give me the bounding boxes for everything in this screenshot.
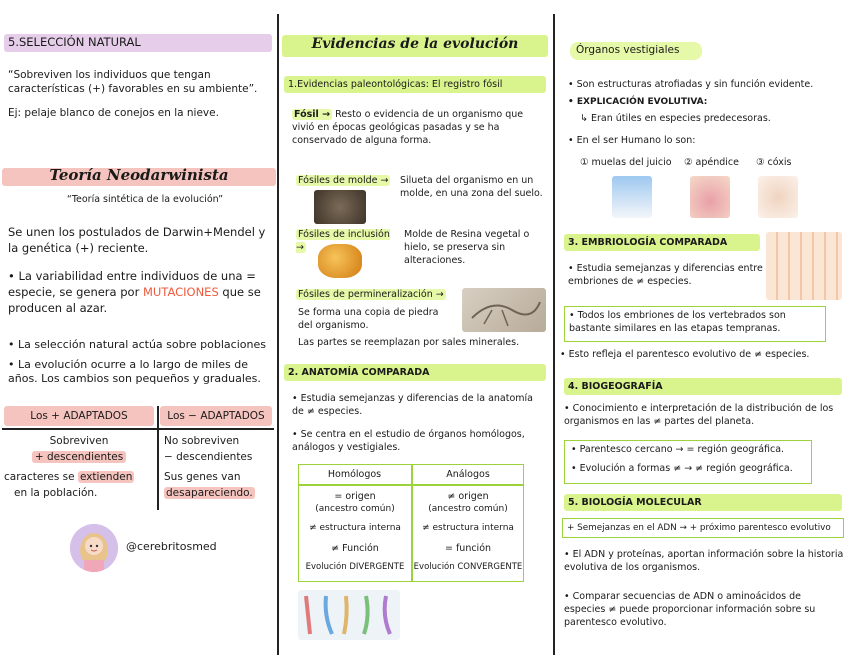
s4-box bbox=[564, 440, 812, 484]
s5-bullet-1-text: El ADN y proteínas, aportan información sobre la historia evolutiva de los organismos. bbox=[564, 549, 844, 573]
vestigial-bullet-human: • En el ser Humano lo son: bbox=[568, 135, 696, 146]
neo-bullet-variability: • La variabilidad entre individuos de una = especie, se genera por MUTACIONES que se producen al azar. bbox=[8, 269, 261, 315]
vestigial-explanation-label: • EXPLICACIÓN EVOLUTIVA: bbox=[568, 97, 708, 107]
table-vertical-line bbox=[157, 406, 159, 510]
neo-bullet-gradual: • La evolución ocurre a lo largo de miles de años. Los cambios son pequeños y graduales. bbox=[8, 358, 261, 385]
s3-bullet-2: • Esto refleja el parentesco evolutivo de ≠ especies. bbox=[560, 349, 810, 360]
bird-fossil-icon bbox=[462, 288, 546, 332]
table-header-less-adapted: Los − ADAPTADOS bbox=[167, 410, 265, 422]
s2-bullet-1-text: Estudia semejanzas y diferencias de la anatomía de ≠ especies. bbox=[292, 393, 533, 417]
s2-bullet-2-text: Se centra en el estudio de órganos homólogos, análogos y vestigiales. bbox=[292, 429, 525, 453]
table-cell-less-descendants: − descendientes bbox=[164, 451, 253, 463]
permineralization-text-2: Las partes se reemplazan por sales minerales. bbox=[298, 337, 520, 348]
embryos-image bbox=[766, 232, 842, 300]
s4-bullet-1: • Conocimiento e interpretación de la distribución de los organismos en las ≠ partes del planeta. bbox=[564, 403, 834, 427]
neo-bullet-populations-text: La selección natural actúa sobre poblaciones bbox=[18, 338, 266, 351]
s3-box-text: Todos los embriones de los vertebrados son bastante similares en las etapas tempranas. bbox=[569, 310, 786, 334]
organs-table-header-line bbox=[298, 484, 524, 486]
homologous-origin: = origen bbox=[334, 491, 376, 502]
vestigial-title: Órganos vestigiales bbox=[576, 44, 680, 56]
column-divider-right bbox=[553, 14, 555, 655]
neo-paragraph: Se unen los postulados de Darwin+Mendel y la genética (+) reciente. bbox=[8, 225, 266, 255]
appendix-image bbox=[690, 176, 730, 218]
neo-bullet-variability-end: que se producen al azar. bbox=[8, 285, 261, 315]
fossil-label: Fósil → bbox=[294, 109, 331, 120]
traits-text: caracteres se bbox=[4, 471, 75, 483]
fossil-definition bbox=[292, 108, 546, 147]
s4-title: 4. BIOGEOGRAFÍA bbox=[564, 378, 842, 395]
s3-box: • Todos los embriones de los vertebrados son bastante similares en las etapas tempranas. bbox=[564, 306, 826, 342]
fossil-text: Resto o evidencia de un organismo que vivió en épocas geológicas pasadas y se ha conservado de alguna forma. bbox=[292, 109, 524, 146]
section5-title: 5.SELECCIÓN NATURAL bbox=[4, 34, 272, 52]
vestigial-bullet-1-text: Son estructuras atrofiadas y sin función evidente. bbox=[576, 79, 814, 90]
table-cell-population: en la población. bbox=[14, 487, 98, 499]
s2-bullet-1: • Estudia semejanzas y diferencias de la anatomía de ≠ especies. bbox=[292, 393, 533, 417]
inclusion-label-text: Fósiles de inclusión → bbox=[296, 229, 390, 253]
author-handle: @cerebritosmed bbox=[126, 540, 217, 553]
evidence-title: Evidencias de la evolución bbox=[311, 36, 519, 52]
table-cell-traits bbox=[4, 470, 156, 484]
s1-title: 1.Evidencias paleontológicas: El registro fósil bbox=[284, 76, 546, 93]
table-cell-survive: Sobreviven bbox=[49, 435, 109, 447]
header-analogous: Análogos bbox=[446, 469, 490, 480]
permineralization-text-1: Se forma una copia de piedra del organismo. bbox=[298, 307, 439, 331]
neo-subtitle: “Teoría sintética de la evolución” bbox=[66, 194, 224, 205]
analogous-structure: ≠ estructura interna bbox=[422, 523, 514, 533]
mold-text: Silueta del organismo en un molde, en una zona del suelo. bbox=[400, 175, 543, 199]
s5-bullet-1: • El ADN y proteínas, aportan información sobre la historia evolutiva de los organismos. bbox=[564, 549, 844, 573]
natural-selection-quote: “Sobreviven los individuos que tengan características (+) favorables en su ambiente”. bbox=[8, 69, 258, 95]
vestigial-explanation-text: ↳ Eran útiles en especies predecesoras. bbox=[580, 113, 771, 124]
avatar bbox=[70, 524, 118, 572]
mold-label-text: Fósiles de molde → bbox=[298, 175, 389, 186]
homologous-function: ≠ Función bbox=[331, 543, 379, 554]
analogous-function: = función bbox=[444, 543, 492, 554]
s4-bullet-1-text: Conocimiento e interpretación de la distribución de los organismos en las ≠ partes del planeta. bbox=[564, 403, 834, 427]
s2-bullet-2: • Se centra en el estudio de órganos homólogos, análogos y vestigiales. bbox=[292, 429, 525, 453]
mutations-word: MUTACIONES bbox=[142, 285, 219, 299]
s5-bullet-2: • Comparar secuencias de ADN o aminoácidos de especies ≠ puede proporcionar información sobre su parentesco evolutivo. bbox=[564, 591, 816, 628]
coccyx-image bbox=[758, 176, 798, 218]
permineralization-label bbox=[296, 288, 456, 301]
s3-bullet-1-text: Estudia semejanzas y diferencias entre embriones de ≠ especies. bbox=[568, 263, 763, 287]
teeth-image bbox=[612, 176, 652, 218]
more-descendants-text: + descendientes bbox=[32, 451, 126, 463]
limbs-comparison-image bbox=[298, 590, 400, 640]
vestigial-coccyx: ③ cóxis bbox=[756, 157, 792, 168]
s2-title: 2. ANATOMÍA COMPARADA bbox=[284, 364, 546, 381]
extend-word: extienden bbox=[79, 471, 133, 483]
table-cell-genes: Sus genes van bbox=[164, 471, 241, 483]
natural-selection-example: Ej: pelaje blanco de conejos en la nieve. bbox=[8, 107, 219, 119]
s5-box: + Semejanzas en el ADN → + próximo parentesco evolutivo bbox=[562, 518, 844, 538]
explanation-label-text: EXPLICACIÓN EVOLUTIVA: bbox=[576, 97, 708, 107]
s4-box-line-1: • Parentesco cercano → = región geográfica. bbox=[571, 444, 785, 455]
amber-fossil-image bbox=[318, 244, 362, 278]
permineralization-label-text: Fósiles de permineralización → bbox=[298, 289, 444, 300]
table-header-adapted: Los + ADAPTADOS bbox=[30, 410, 128, 422]
mold-fossil-image bbox=[314, 190, 366, 224]
disappearing-text: desapareciendo. bbox=[166, 487, 253, 499]
s5-title: 5. BIOLOGÍA MOLECULAR bbox=[564, 494, 842, 511]
s4-box-line-1-text: Parentesco cercano → = región geográfica. bbox=[579, 444, 785, 455]
homologous-evolution: Evolución DIVERGENTE bbox=[305, 562, 405, 572]
neo-bullet-variability-text: La variabilidad entre individuos de una = especie, se genera por bbox=[8, 269, 256, 299]
table-cell-not-survive: No sobreviven bbox=[164, 435, 240, 447]
neo-title: Teoría Neodarwinista bbox=[49, 166, 229, 184]
s4-box-line-2-text: Evolución a formas ≠ → ≠ región geográfica. bbox=[579, 463, 793, 474]
s3-bullet-1: • Estudia semejanzas y diferencias entre embriones de ≠ especies. bbox=[568, 263, 763, 287]
vestigial-bullet-1: • Son estructuras atrofiadas y sin función evidente. bbox=[568, 79, 814, 90]
vestigial-human-text: En el ser Humano lo son: bbox=[576, 135, 696, 146]
neo-bullet-populations: • La selección natural actúa sobre poblaciones bbox=[8, 338, 266, 351]
limb-bones-icon bbox=[298, 590, 400, 640]
analogous-origin: ≠ origen bbox=[447, 491, 489, 502]
table-cell-disappearing bbox=[164, 486, 274, 500]
s4-box-line-2: • Evolución a formas ≠ → ≠ región geográfica. bbox=[571, 463, 793, 474]
s3-bullet-2-text: Esto refleja el parentesco evolutivo de ≠ especies. bbox=[568, 349, 810, 360]
permineralized-fossil-image bbox=[462, 288, 546, 332]
vestigial-appendix: ② apéndice bbox=[684, 157, 739, 168]
homologous-ancestor: (ancestro común) bbox=[315, 504, 395, 514]
neo-bullet-gradual-text: La evolución ocurre a lo largo de miles de años. Los cambios son pequeños y graduales. bbox=[8, 358, 261, 385]
header-homologous: Homólogos bbox=[327, 469, 382, 480]
analogous-evolution: Evolución CONVERGENTE bbox=[413, 562, 523, 572]
column-divider-left bbox=[277, 14, 279, 655]
s3-title: 3. EMBRIOLOGÍA COMPARADA bbox=[564, 234, 760, 251]
inclusion-text: Molde de Resina vegetal o hielo, se preserva sin alteraciones. bbox=[404, 229, 530, 266]
table-horizontal-line bbox=[2, 428, 274, 430]
mold-label bbox=[296, 174, 396, 187]
table-cell-more-descendants bbox=[4, 450, 154, 464]
analogous-ancestor: (ancestro común) bbox=[428, 504, 508, 514]
s5-bullet-2-text: Comparar secuencias de ADN o aminoácidos de especies ≠ puede proporcionar información sobre su parentesco evolutivo. bbox=[564, 591, 816, 628]
homologous-structure: ≠ estructura interna bbox=[309, 523, 401, 533]
vestigial-wisdom-teeth: ① muelas del juicio bbox=[580, 157, 672, 168]
avatar-illustration-icon bbox=[70, 524, 118, 572]
